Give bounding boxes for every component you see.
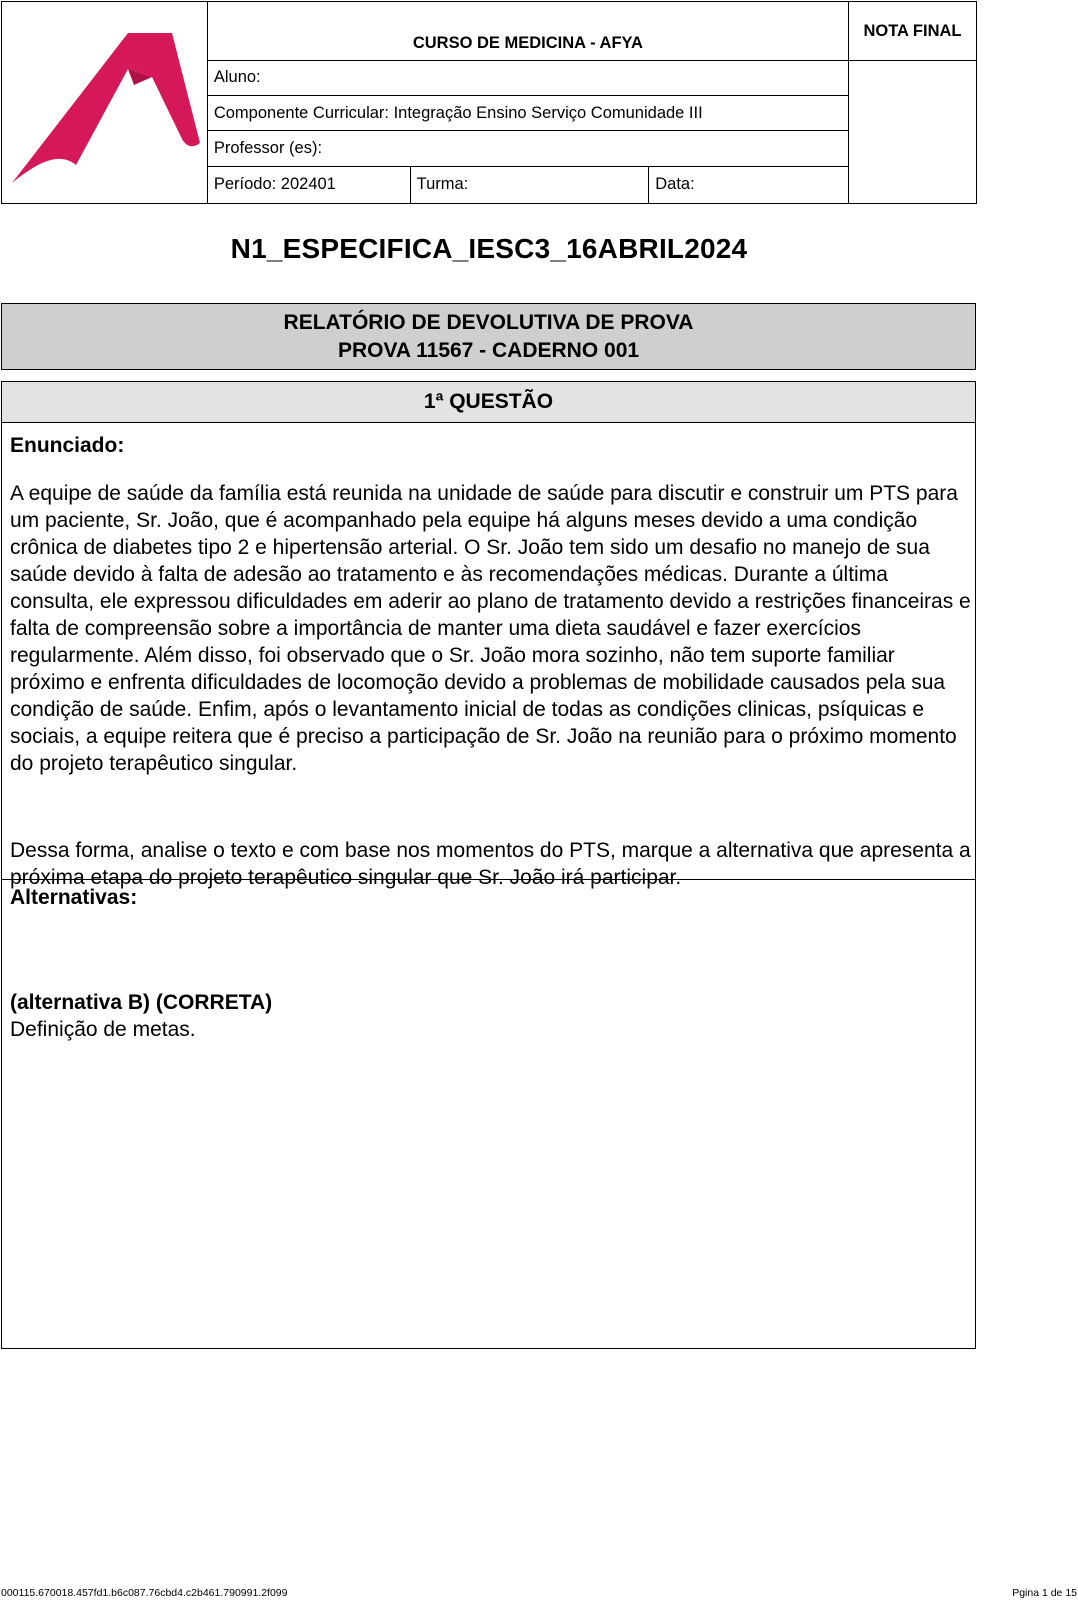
turma-field: Turma: — [410, 166, 649, 203]
nota-final-box — [848, 60, 976, 203]
enunciado-section — [2, 423, 975, 889]
logo-cell — [2, 2, 208, 204]
afya-logo-icon — [6, 15, 202, 185]
alternative-label: (alternativa B) (CORRETA) — [10, 991, 273, 1014]
report-subtitle: PROVA 11567 - CADERNO 001 — [337, 339, 640, 362]
report-header — [1, 303, 976, 370]
page-number: Pgina 1 de 15 — [1012, 1587, 1077, 1599]
question-heading: 1ª QUESTÃO — [2, 382, 975, 423]
componente-field: Componente Curricular: Integração Ensino Serviço Comunidade III — [207, 95, 848, 130]
footer-code: 000115.670018.457fd1.b6c087.76cbd4.c2b461.790991.2f099 — [1, 1587, 288, 1599]
aluno-field: Aluno: — [207, 60, 848, 95]
question-frame — [1, 381, 976, 1349]
alternativas-label: Alternativas: — [10, 886, 138, 909]
periodo-field: Período: 202401 — [207, 166, 410, 203]
alternativas-section — [2, 880, 975, 1340]
alternative-text: Definição de metas. — [10, 1018, 196, 1041]
header-table — [1, 1, 977, 204]
enunciado-label: Enunciado: — [10, 434, 125, 457]
enunciado-paragraph: A equipe de saúde da família está reunida na unidade de saúde para discutir e construir um PTS para um paciente, Sr. João, que é acompanhado pela equipe há alguns meses devido a uma condição crônica de diabetes tipo 2 e hipertensão arterial. O Sr. João tem sido um desafio no manejo de sua saúde devido à falta de adesão ao tratamento e às recomendações médicas. Durante a última consulta, ele expressou dificuldades em aderir ao plano de tratamento devido a restrições financeiras e falta de compreensão sobre a importância de manter uma dieta saudável e fazer exercícios regularmente. Além disso, foi observado que o Sr. João mora sozinho, não tem suporte familiar próximo e enfrenta dificuldades de locomoção devido a problemas de mobilidade causados pela sua condição de saúde. Enfim, após o levantamento inicial de todas as condições clinicas, psíquicas e sociais, a equipe reitera que é preciso a participação de Sr. João na reunião para o próximo momento do projeto terapêutico singular. — [10, 482, 971, 775]
professor-field: Professor (es): — [207, 131, 848, 166]
enunciado-prompt: Dessa forma, analise o texto e com base nos momentos do PTS, marque a alternativa que apresenta a próxima etapa do projeto terapêutico singular que Sr. João irá participar. — [10, 839, 971, 889]
report-title: RELATÓRIO DE DEVOLUTIVA DE PROVA — [283, 311, 694, 334]
nota-final-label: NOTA FINAL — [848, 2, 976, 61]
data-field: Data: — [649, 166, 849, 203]
course-title: CURSO DE MEDICINA - AFYA — [207, 2, 848, 61]
document-title: N1_ESPECIFICA_IESC3_16ABRIL2024 — [230, 233, 748, 264]
